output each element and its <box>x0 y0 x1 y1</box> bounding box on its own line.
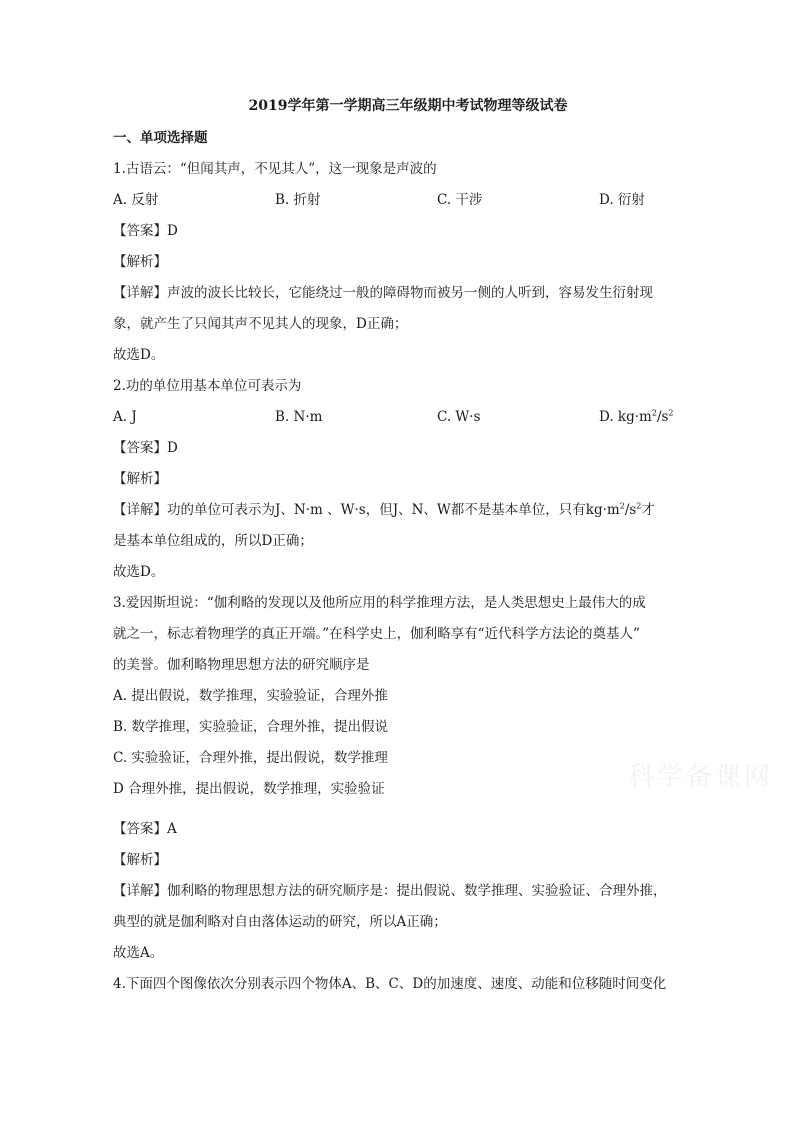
exam-title: 2019学年第一学期高三年级期中考试物理等级试卷 <box>248 98 568 114</box>
option-b: B. 折射 <box>275 192 321 208</box>
option-d: D 合理外推，提出假说，数学推理，实验验证 <box>113 781 385 797</box>
option-c: C. 干涉 <box>437 192 483 208</box>
question-4-stem: 4.下面四个图像依次分别表示四个物体A、B、C、D的加速度、速度、动能和位移随时间变化 <box>113 976 667 992</box>
option-d: D. 衍射 <box>599 192 645 208</box>
question-2-analysis-label: 【解析】 <box>113 471 167 487</box>
option-c: C. 实验验证，合理外推，提出假说，数学推理 <box>113 750 388 766</box>
option-a: A. 反射 <box>113 192 159 208</box>
stem-line: 就之一，标志着物理学的真正开端。”在科学史上，伽利略享有“近代科学方法论的奠基人” <box>113 626 640 642</box>
watermark: 科学备课网 <box>628 762 774 792</box>
detail-line: 【详解】伽利略的物理思想方法的研究顺序是：提出假说、数学推理、实验验证、合理外推， <box>113 883 667 899</box>
exam-page <box>113 96 693 994</box>
question-1-detail <box>113 272 693 334</box>
detail-line: 是基本单位组成的，所以D正确； <box>113 533 313 549</box>
superscript: 2 <box>651 408 657 418</box>
question-1-options <box>113 179 693 210</box>
option-a: A. J <box>113 409 137 425</box>
question-1-stem: 1.古语云：“但闻其声，不见其人”，这一现象是声波的 <box>113 161 437 177</box>
question-1-conclusion: 故选D。 <box>113 347 165 363</box>
option-b: B. 数学推理，实验验证，合理外推，提出假说 <box>113 719 389 735</box>
detail-line: 典型的就是伽利略对自由落体运动的研究，所以A正确； <box>113 914 447 930</box>
question-3-conclusion: 故选A。 <box>113 945 164 961</box>
detail-text: 【详解】功的单位可表示为J、N·m 、W·s，但J、N、W都不是基本单位，只有kg·m <box>113 502 620 518</box>
option-a: A. 提出假说，数学推理，实验验证，合理外推 <box>113 688 388 704</box>
stem-line: 3.爱因斯坦说：“伽利略的发现以及他所应用的科学推理方法，是人类思想史上最伟大的成 <box>113 595 646 611</box>
superscript: 2 <box>619 501 625 511</box>
stem-line: 的美誉。伽利略物理思想方法的研究顺序是 <box>113 657 370 673</box>
detail-text: 才 <box>641 502 655 518</box>
section-heading: 一、单项选择题 <box>113 130 208 146</box>
question-2-answer: 【答案】D <box>113 440 178 456</box>
question-1-answer: 【答案】D <box>113 223 178 239</box>
option-d-text: D. kg·m <box>599 409 652 425</box>
question-1-analysis-label: 【解析】 <box>113 254 167 270</box>
detail-text: /s <box>624 502 637 518</box>
question-2-conclusion: 故选D。 <box>113 564 165 580</box>
question-3-stem <box>113 582 693 675</box>
detail-line: 象，就产生了只闻其声不见其人的现象，D正确； <box>113 316 408 332</box>
question-2-options <box>113 396 693 427</box>
question-3-answer: 【答案】A <box>113 821 177 837</box>
superscript: 2 <box>668 408 674 418</box>
superscript: 2 <box>636 501 642 511</box>
question-2-stem: 2.功的单位用基本单位可表示为 <box>113 378 302 394</box>
question-3-analysis-label: 【解析】 <box>113 852 167 868</box>
option-d-text: /s <box>656 409 669 425</box>
question-2-detail <box>113 489 693 551</box>
option-c: C. W·s <box>437 409 481 425</box>
detail-line: 【详解】声波的波长比较长，它能绕过一般的障碍物而被另一侧的人听到，容易发生衍射现 <box>113 285 653 301</box>
option-d <box>599 407 674 427</box>
option-b: B. N·m <box>275 409 323 425</box>
question-3-detail <box>113 870 693 932</box>
detail-line <box>113 500 693 520</box>
